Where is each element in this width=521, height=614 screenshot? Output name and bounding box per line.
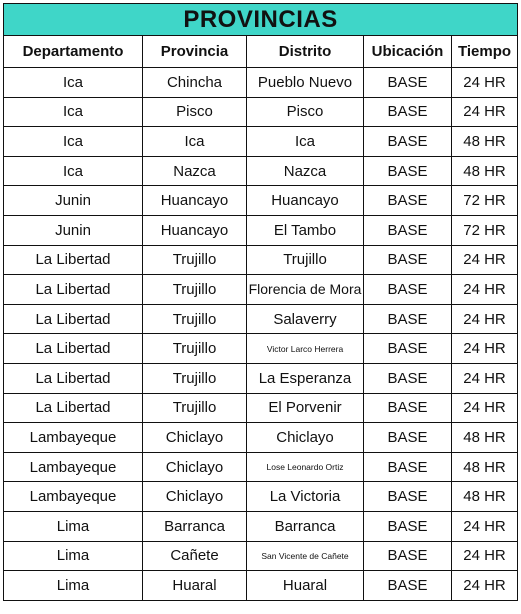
cell-departamento: Ica	[4, 127, 143, 157]
cell-departamento: Lambayeque	[4, 452, 143, 482]
cell-distrito: Victor Larco Herrera	[247, 334, 364, 364]
cell-ubicacion: BASE	[364, 127, 452, 157]
column-header-distrito: Distrito	[247, 36, 364, 68]
cell-provincia: Cañete	[143, 541, 247, 571]
cell-departamento: La Libertad	[4, 334, 143, 364]
cell-tiempo: 24 HR	[452, 304, 518, 334]
cell-departamento: Junin	[4, 186, 143, 216]
cell-distrito: Barranca	[247, 511, 364, 541]
column-header-ubicacion: Ubicación	[364, 36, 452, 68]
cell-tiempo: 72 HR	[452, 186, 518, 216]
cell-distrito: Huancayo	[247, 186, 364, 216]
cell-ubicacion: BASE	[364, 215, 452, 245]
cell-distrito: Pueblo Nuevo	[247, 68, 364, 98]
table-body	[4, 68, 518, 601]
cell-distrito: Nazca	[247, 156, 364, 186]
provincias-table	[3, 3, 518, 601]
cell-tiempo: 24 HR	[452, 334, 518, 364]
table-row	[4, 275, 518, 305]
cell-departamento: Ica	[4, 68, 143, 98]
cell-distrito: Lose Leonardo Ortiz	[247, 452, 364, 482]
cell-tiempo: 48 HR	[452, 156, 518, 186]
header-row	[4, 36, 518, 68]
cell-ubicacion: BASE	[364, 304, 452, 334]
cell-distrito: Florencia de Mora	[247, 275, 364, 305]
table-row	[4, 482, 518, 512]
cell-ubicacion: BASE	[364, 541, 452, 571]
table-title: PROVINCIAS	[4, 4, 518, 36]
table-row	[4, 334, 518, 364]
cell-provincia: Trujillo	[143, 245, 247, 275]
cell-ubicacion: BASE	[364, 393, 452, 423]
cell-provincia: Pisco	[143, 97, 247, 127]
cell-provincia: Barranca	[143, 511, 247, 541]
cell-tiempo: 48 HR	[452, 127, 518, 157]
cell-distrito: Chiclayo	[247, 423, 364, 453]
cell-distrito: Salaverry	[247, 304, 364, 334]
table-row	[4, 423, 518, 453]
cell-tiempo: 24 HR	[452, 393, 518, 423]
table-row	[4, 97, 518, 127]
cell-distrito: Trujillo	[247, 245, 364, 275]
cell-provincia: Huaral	[143, 571, 247, 601]
table-row	[4, 541, 518, 571]
cell-departamento: Lambayeque	[4, 423, 143, 453]
cell-departamento: Lima	[4, 511, 143, 541]
cell-departamento: Ica	[4, 156, 143, 186]
cell-provincia: Trujillo	[143, 334, 247, 364]
cell-tiempo: 48 HR	[452, 452, 518, 482]
cell-distrito: El Tambo	[247, 215, 364, 245]
cell-ubicacion: BASE	[364, 97, 452, 127]
table-row	[4, 571, 518, 601]
cell-ubicacion: BASE	[364, 571, 452, 601]
cell-provincia: Trujillo	[143, 275, 247, 305]
cell-provincia: Chiclayo	[143, 423, 247, 453]
cell-departamento: La Libertad	[4, 275, 143, 305]
cell-distrito: Ica	[247, 127, 364, 157]
column-header-provincia: Provincia	[143, 36, 247, 68]
cell-distrito: San Vicente de Cañete	[247, 541, 364, 571]
table-row	[4, 215, 518, 245]
table-row	[4, 245, 518, 275]
cell-provincia: Huancayo	[143, 215, 247, 245]
cell-departamento: La Libertad	[4, 393, 143, 423]
column-header-tiempo: Tiempo	[452, 36, 518, 68]
table-row	[4, 68, 518, 98]
cell-departamento: Lambayeque	[4, 482, 143, 512]
cell-tiempo: 24 HR	[452, 68, 518, 98]
cell-tiempo: 24 HR	[452, 571, 518, 601]
cell-provincia: Huancayo	[143, 186, 247, 216]
table-row	[4, 304, 518, 334]
cell-ubicacion: BASE	[364, 68, 452, 98]
cell-provincia: Chiclayo	[143, 482, 247, 512]
table-row	[4, 363, 518, 393]
cell-tiempo: 24 HR	[452, 245, 518, 275]
cell-provincia: Trujillo	[143, 363, 247, 393]
cell-ubicacion: BASE	[364, 423, 452, 453]
cell-departamento: Lima	[4, 571, 143, 601]
cell-ubicacion: BASE	[364, 186, 452, 216]
cell-tiempo: 24 HR	[452, 97, 518, 127]
title-row	[4, 4, 518, 36]
cell-distrito: La Victoria	[247, 482, 364, 512]
cell-departamento: La Libertad	[4, 363, 143, 393]
cell-tiempo: 24 HR	[452, 363, 518, 393]
cell-distrito: La Esperanza	[247, 363, 364, 393]
cell-distrito: Pisco	[247, 97, 364, 127]
cell-tiempo: 48 HR	[452, 423, 518, 453]
column-header-departamento: Departamento	[4, 36, 143, 68]
cell-tiempo: 24 HR	[452, 275, 518, 305]
table-row	[4, 186, 518, 216]
cell-departamento: La Libertad	[4, 304, 143, 334]
cell-departamento: Junin	[4, 215, 143, 245]
table-row	[4, 511, 518, 541]
cell-ubicacion: BASE	[364, 156, 452, 186]
cell-provincia: Chincha	[143, 68, 247, 98]
table-row	[4, 156, 518, 186]
cell-tiempo: 72 HR	[452, 215, 518, 245]
cell-provincia: Ica	[143, 127, 247, 157]
cell-distrito: El Porvenir	[247, 393, 364, 423]
table-row	[4, 393, 518, 423]
cell-ubicacion: BASE	[364, 482, 452, 512]
cell-ubicacion: BASE	[364, 334, 452, 364]
cell-provincia: Chiclayo	[143, 452, 247, 482]
cell-ubicacion: BASE	[364, 245, 452, 275]
cell-tiempo: 24 HR	[452, 541, 518, 571]
cell-ubicacion: BASE	[364, 363, 452, 393]
cell-provincia: Nazca	[143, 156, 247, 186]
cell-ubicacion: BASE	[364, 511, 452, 541]
cell-provincia: Trujillo	[143, 304, 247, 334]
table-row	[4, 127, 518, 157]
cell-departamento: La Libertad	[4, 245, 143, 275]
provincias-table-wrapper	[3, 3, 517, 601]
cell-tiempo: 24 HR	[452, 511, 518, 541]
cell-departamento: Ica	[4, 97, 143, 127]
cell-ubicacion: BASE	[364, 452, 452, 482]
cell-tiempo: 48 HR	[452, 482, 518, 512]
cell-ubicacion: BASE	[364, 275, 452, 305]
table-row	[4, 452, 518, 482]
cell-distrito: Huaral	[247, 571, 364, 601]
cell-provincia: Trujillo	[143, 393, 247, 423]
cell-departamento: Lima	[4, 541, 143, 571]
